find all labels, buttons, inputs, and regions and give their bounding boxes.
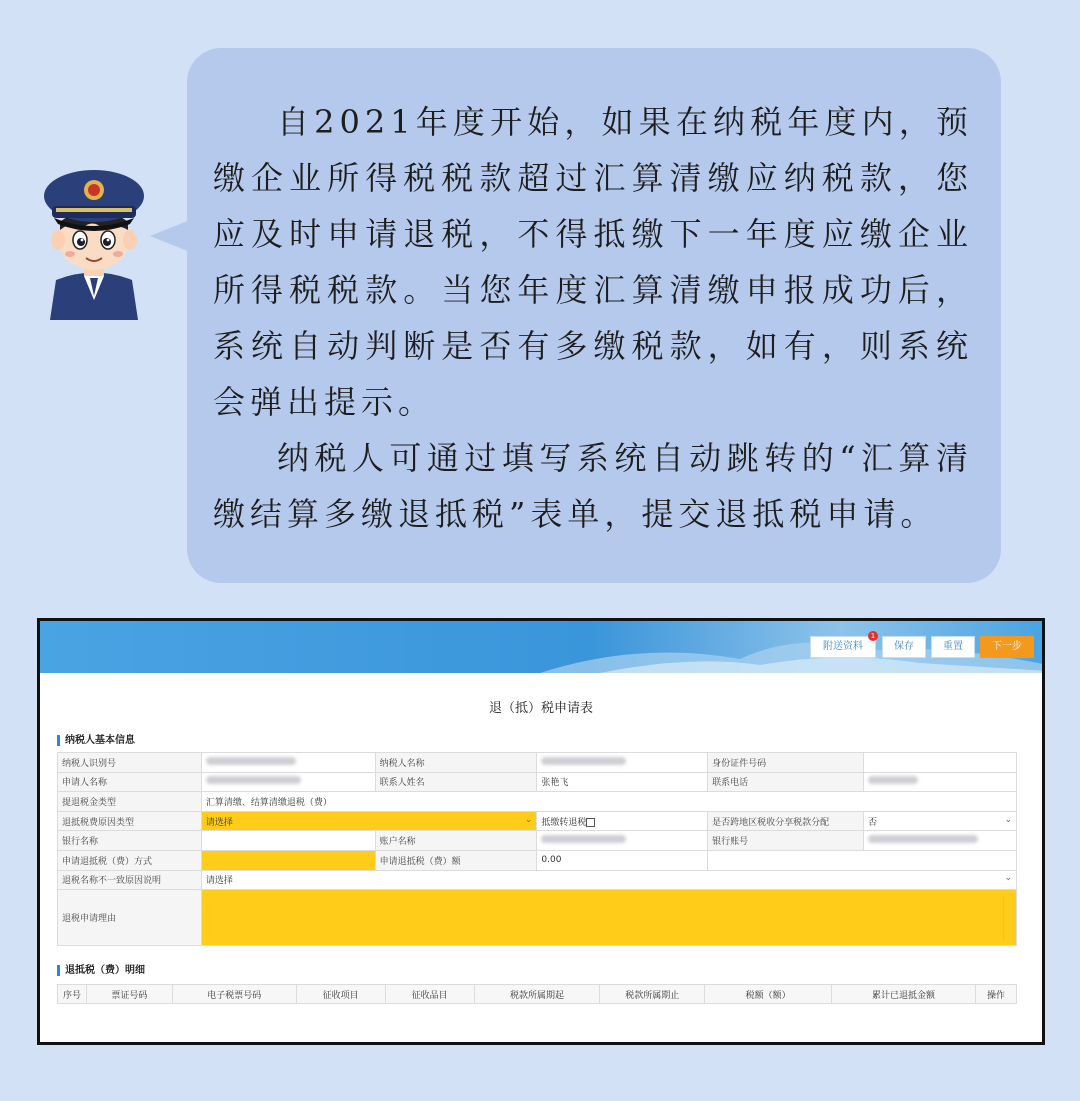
detail-column-header: 电子税票号码 — [172, 985, 296, 1004]
chevron-down-icon: ⌄ — [1004, 873, 1012, 884]
detail-header-row — [58, 985, 1017, 1004]
label-refund-type: 提退税金类型 — [58, 792, 202, 812]
reset-button[interactable]: 重置 — [931, 636, 975, 658]
detail-column-header: 税额（额） — [705, 985, 832, 1004]
label-offset-refund: 抵缴转退税 — [541, 817, 587, 828]
chevron-down-icon: ⌄ — [1004, 814, 1012, 825]
detail-column-header: 征收项目 — [296, 985, 385, 1004]
label-reason: 退税申请理由 — [58, 890, 202, 946]
contact-value: 张艳飞 — [537, 772, 708, 792]
textarea-scrollbar[interactable] — [1003, 896, 1013, 942]
label-phone: 联系电话 — [708, 772, 864, 792]
detail-column-header: 票证号码 — [86, 985, 172, 1004]
label-account-name: 账户名称 — [375, 831, 537, 851]
taxpayer-id-value — [201, 753, 375, 773]
basic-info-table — [57, 752, 1017, 946]
id-card-field[interactable] — [864, 753, 1017, 773]
detail-table — [57, 984, 1017, 1004]
next-step-button[interactable]: 下一步 — [980, 636, 1034, 658]
label-method: 申请退抵税（费）方式 — [58, 850, 202, 870]
detail-column-header: 税款所属期止 — [600, 985, 705, 1004]
refund-type-value: 汇算清缴、结算清缴退税（费） — [201, 792, 1016, 812]
label-cross-region: 是否跨地区税收分享税款分配 — [708, 811, 864, 831]
detail-column-header: 操作 — [975, 985, 1016, 1004]
form-screenshot — [37, 618, 1045, 1045]
label-applicant: 申请人名称 — [58, 772, 202, 792]
taxpayer-name-value — [537, 753, 708, 773]
offset-refund-checkbox[interactable] — [586, 818, 595, 827]
label-taxpayer-name: 纳税人名称 — [375, 753, 537, 773]
tax-officer-illustration — [34, 160, 154, 320]
name-mismatch-select[interactable] — [201, 870, 1016, 890]
offset-refund-cell — [537, 811, 708, 831]
reason-textarea[interactable] — [201, 890, 1016, 946]
section-detail: 退抵税（费）明细 — [57, 965, 145, 976]
label-name-mismatch: 退税名称不一致原因说明 — [58, 870, 202, 890]
label-reason-type: 退抵税费原因类型 — [58, 811, 202, 831]
save-button[interactable]: 保存 — [882, 636, 926, 658]
account-no-value — [864, 831, 1017, 851]
chevron-down-icon: ⌄ — [524, 814, 533, 825]
amount-value: 0.00 — [537, 850, 708, 870]
method-field[interactable] — [201, 850, 375, 870]
applicant-value — [201, 772, 375, 792]
label-taxpayer-id: 纳税人识别号 — [58, 753, 202, 773]
name-mismatch-value: 请选择 — [205, 876, 233, 887]
cross-region-value: 否 — [868, 817, 878, 828]
phone-value — [864, 772, 1017, 792]
intro-paragraph-1: 自2021年度开始，如果在纳税年度内，预缴企业所得税税款超过汇算清缴应纳税款，您应及时申请退税，不得抵缴下一年度应缴企业所得税税款。当您年度汇算清缴申报成功后，系统自动判断是否有多缴税款，如有，则系统会弹出提示。 — [213, 103, 973, 421]
section-basic-info: 纳税人基本信息 — [57, 735, 135, 746]
label-contact: 联系人姓名 — [375, 772, 537, 792]
detail-column-header: 税款所属期起 — [474, 985, 600, 1004]
intro-paragraph-2: 纳税人可通过填写系统自动跳转的“汇算清缴结算多缴退抵税”表单，提交退抵税申请。 — [213, 439, 973, 533]
reason-type-select[interactable] — [201, 811, 537, 831]
attach-count-badge: 1 — [868, 631, 878, 641]
label-bank: 银行名称 — [58, 831, 202, 851]
speech-bubble-tail — [150, 220, 190, 252]
detail-column-header: 征收品目 — [385, 985, 474, 1004]
detail-column-header: 累计已退抵金额 — [832, 985, 976, 1004]
bank-field[interactable] — [201, 831, 375, 851]
intro-text — [213, 94, 973, 542]
label-amount: 申请退抵税（费）额 — [375, 850, 537, 870]
account-name-value — [537, 831, 708, 851]
reason-type-value: 请选择 — [205, 817, 233, 828]
cross-region-select[interactable] — [864, 811, 1017, 831]
form-title: 退（抵）税申请表 — [488, 701, 593, 716]
detail-column-header: 序号 — [58, 985, 87, 1004]
label-id-card: 身份证件号码 — [708, 753, 864, 773]
label-account-no: 银行账号 — [708, 831, 864, 851]
attach-documents-button[interactable]: 附送资料 — [810, 636, 876, 658]
empty-cell — [708, 850, 1017, 870]
